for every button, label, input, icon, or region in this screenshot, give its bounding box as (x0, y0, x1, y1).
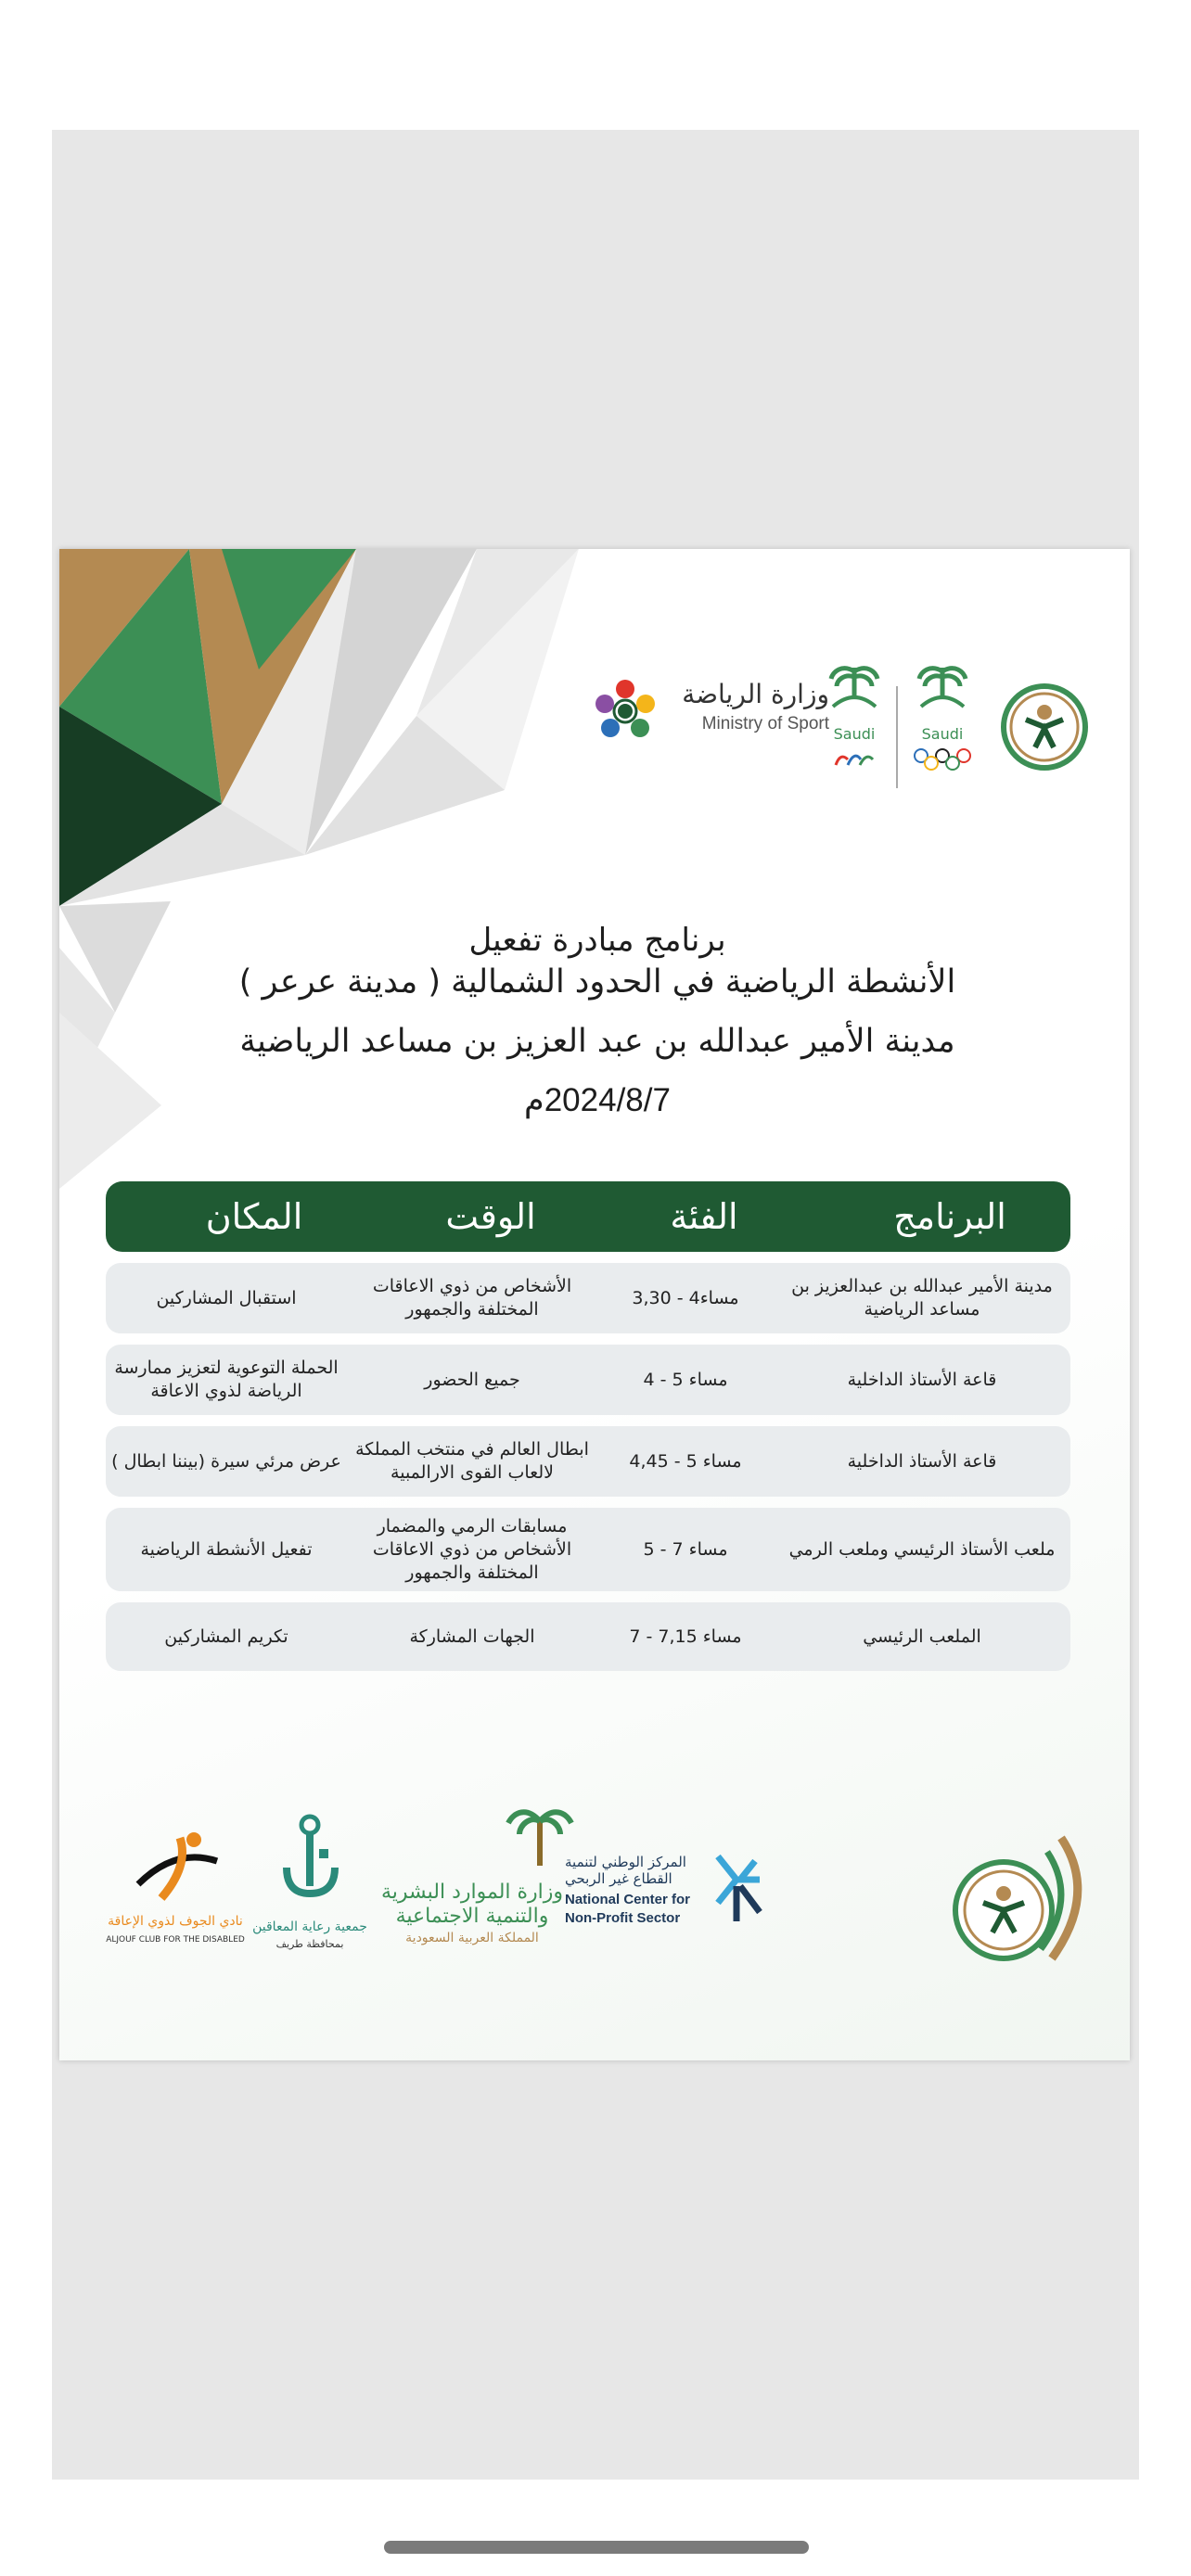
aljouf-club-logo-icon (124, 1829, 226, 1912)
home-indicator[interactable] (384, 2541, 809, 2554)
charity-city-ar: بمحافظة طريف (275, 1938, 344, 1950)
paralympic-agitos-icon (831, 748, 877, 769)
saudi-label: Saudi (921, 725, 964, 743)
cell-time: 4,45 - 5 مساء (629, 1450, 742, 1472)
title-line-1: برنامج مبادرة تفعيل (468, 922, 726, 959)
cell-time: 7 - 7,15 مساء (629, 1626, 742, 1647)
cell-program: عرض مرئي سيرة (بيننا ابطال ) (111, 1450, 341, 1472)
hrsd-name-line2: والتنمية الاجتماعية (395, 1905, 549, 1928)
cell-program: الحملة التوعوية لتعزيز ممارسة الرياضة لذوي الاعاقة (114, 1358, 339, 1401)
saudi-label: Saudi (833, 725, 876, 743)
table-row (106, 1345, 1070, 1415)
palm-swords-icon (910, 660, 975, 725)
event-date: 2024/8/7م (524, 1082, 671, 1118)
ncnp-logo-icon (709, 1847, 774, 1931)
cell-place: قاعة الأستاذ الداخلية (847, 1369, 997, 1390)
club-emblem-icon (998, 681, 1091, 773)
title-block (171, 920, 1024, 1122)
club-emblem-large-icon (950, 1819, 1098, 1968)
ncnp-name-en1: National Center for (565, 1892, 691, 1907)
cell-program: تفعيل الأنشطة الرياضية (140, 1538, 313, 1560)
cell-place: ملعب الأستاذ الرئيسي وملعب الرمي (788, 1538, 1056, 1560)
charity-logo-icon (268, 1812, 352, 1914)
header-place: المكان (205, 1196, 303, 1237)
ministry-of-sport-logo (588, 660, 829, 781)
header-time: الوقت (445, 1196, 536, 1237)
hrsd-name-line1: وزارة الموارد البشرية (380, 1881, 564, 1904)
ncnp-name-en2: Non-Profit Sector (565, 1910, 681, 1926)
cell-time: 5 - 7 مساء (643, 1538, 728, 1560)
cell-category: ابطال العالم في منتخب المملكة لالعاب القوى الارالمبية (355, 1439, 589, 1483)
cell-category: مسابقات الرمي والمضمار الأشخاص من ذوي الاعاقات المختلفة والجمهور (372, 1515, 572, 1583)
title-line-2: الأنشطة الرياضية في الحدود الشمالية ( مدينة عرعر ) (238, 963, 956, 1001)
ncnp-name-ar1: المركز الوطني لتنمية (565, 1854, 686, 1870)
cell-time: 3,30 - 4مساء (632, 1287, 739, 1308)
ministry-name-ar: وزارة الرياضة (682, 679, 829, 709)
palm-swords-icon (822, 660, 887, 725)
cell-place: الملعب الرئيسي (863, 1626, 981, 1647)
saudi-paralympic-logo (822, 660, 887, 781)
aljouf-club-name-en: ALJOUF CLUB FOR THE DISABLED (106, 1935, 245, 1945)
schedule-table (106, 1181, 1070, 1671)
table-row (106, 1263, 1070, 1333)
ministry-emblem-icon (588, 674, 662, 748)
ncnp-name-ar2: القطاع غير الربحي (565, 1870, 672, 1887)
table-row (106, 1602, 1070, 1671)
hrsd-country: المملكة العربية السعودية (405, 1931, 539, 1945)
ministry-name-en: Ministry of Sport (701, 714, 829, 733)
cell-program: استقبال المشاركين (156, 1287, 297, 1308)
saudi-olympic-logo (905, 660, 980, 781)
cell-place: مدينة الأمير عبدالله بن عبدالعزيز بن مساعد الرياضية (791, 1276, 1053, 1320)
cell-category: جميع الحضور (424, 1369, 520, 1390)
cell-program: تكريم المشاركين (164, 1626, 288, 1647)
olympic-rings-icon (910, 747, 975, 772)
event-poster (59, 549, 1130, 2060)
logo-divider (896, 686, 898, 788)
sponsor-logos (59, 1829, 1130, 2014)
table-header (106, 1181, 1070, 1252)
header-program: البرنامج (893, 1196, 1006, 1237)
cell-place: قاعة الأستاذ الداخلية (847, 1450, 997, 1472)
cell-time: 4 - 5 مساء (643, 1369, 728, 1390)
table-row (106, 1508, 1070, 1591)
cell-category: الأشخاص من ذوي الاعاقات المختلفة والجمهور (372, 1276, 572, 1320)
header-category: الفئة (670, 1196, 738, 1237)
charity-name-ar: جمعية رعاية المعاقين (252, 1919, 367, 1934)
aljouf-club-name-ar: نادي الجوف لذوي الإعاقة (108, 1914, 243, 1929)
venue-title: مدينة الأمير عبدالله بن عبد العزيز بن مساعد الرياضية (239, 1023, 955, 1060)
table-row (106, 1426, 1070, 1497)
cell-category: الجهات المشاركة (409, 1626, 535, 1647)
